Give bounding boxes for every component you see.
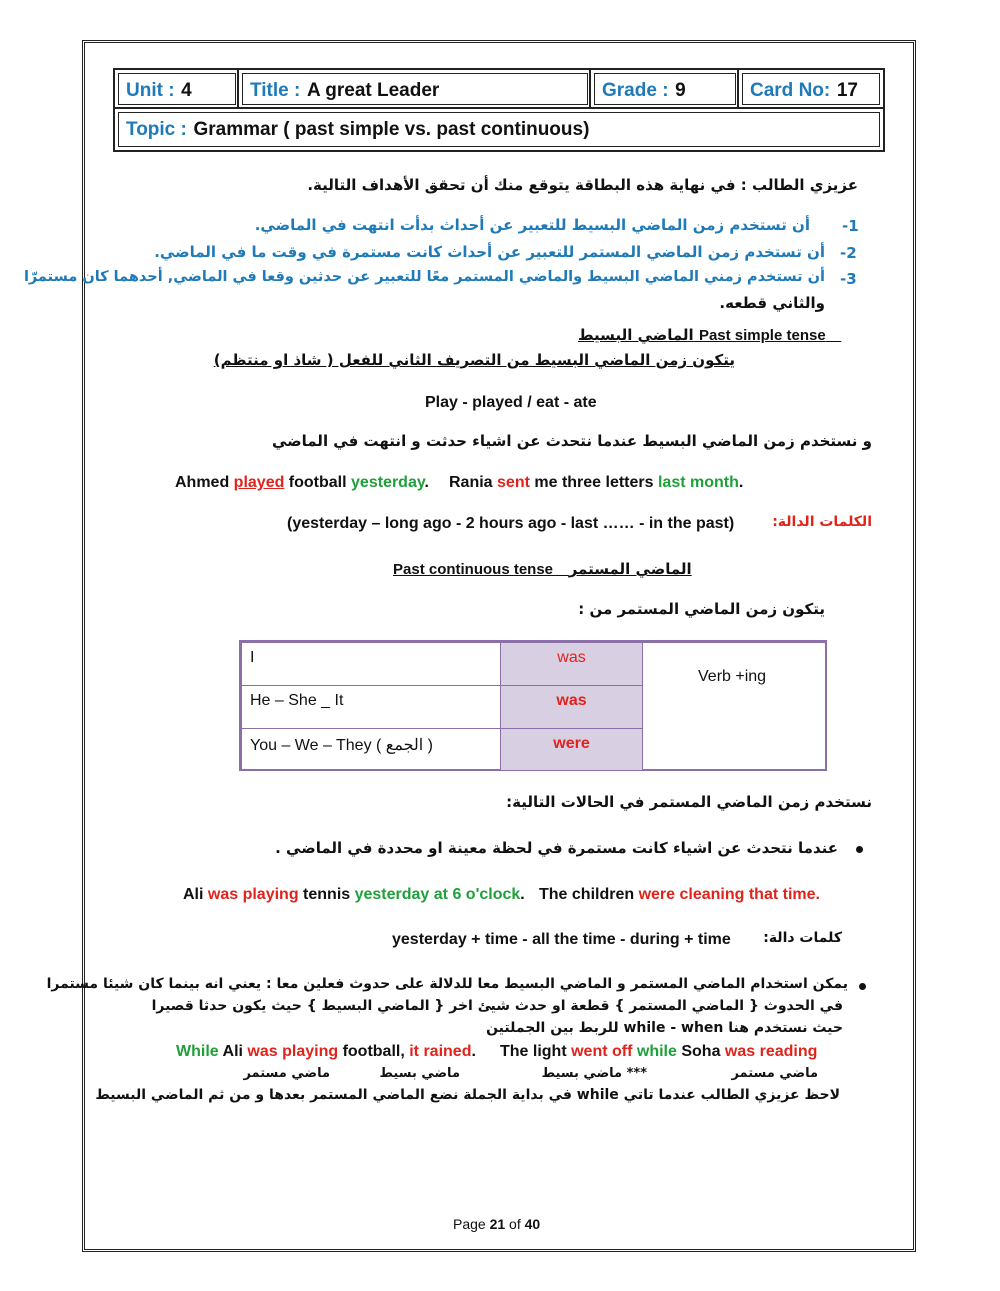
grade-value: 9 [675, 80, 686, 101]
page-current: 21 [489, 1216, 506, 1232]
ex-verb: was reading [724, 1043, 818, 1060]
bullet-1 [856, 846, 863, 853]
table-cell-verb: Verb +ing [642, 642, 827, 771]
ex-time: last month [657, 474, 739, 491]
ex-text: Ahmed [175, 474, 234, 491]
table-cell-subject: I [241, 642, 501, 686]
intro-text: عزيزي الطالب : في نهاية هذه البطاقة يتوقع منك أن تحقق الأهداف التالية. [307, 176, 858, 194]
ex-time: yesterday at 6 o'clock [354, 886, 521, 903]
past-continuous-heading-ar: الماضي المستمر [568, 560, 692, 578]
past-continuous-usage-heading: نستخدم زمن الماضي المستمر في الحالات التالية: [506, 793, 872, 811]
ex-verb: went off [571, 1043, 633, 1060]
ex-text: Soha [676, 1043, 725, 1060]
ex-text: The light [500, 1043, 572, 1060]
title-label: Title : [250, 80, 301, 101]
past-continuous-formation: يتكون زمن الماضي المستمر من : [578, 600, 825, 618]
past-simple-keywords-label: الكلمات الدالة: [772, 514, 872, 530]
card-value: 17 [836, 80, 858, 101]
page-number [453, 1216, 540, 1232]
while-note: لاحظ عزيزي الطالب عندما تاتي while في بداية الجملة نضع الماضي المستمر بعدها و من ثم الماضي البسيط [95, 1087, 840, 1103]
goal-2-number: -2 [840, 244, 857, 262]
ex-text: . [424, 474, 429, 491]
title-value: A great Leader [306, 80, 440, 101]
table-cell-aux: were [500, 728, 643, 771]
past-simple-heading [578, 326, 841, 344]
ex-text: football, [338, 1043, 410, 1060]
ex-text: . [738, 474, 744, 491]
goal-3-text-cont: والثاني قطعه. [719, 294, 825, 312]
grade-label: Grade : [602, 80, 669, 101]
goal-1-text: أن تستخدم زمن الماضي البسيط للتعبير عن أحداث بدأت انتهت في الماضي. [254, 216, 810, 234]
past-simple-example-2 [449, 474, 743, 492]
ex-verb: played [233, 474, 285, 491]
ex-text: tennis [298, 886, 355, 903]
ex-text: Rania [449, 474, 498, 491]
past-continuous-case-1: عندما نتحدث عن اشياء كانت مستمرة في لحظة معينة او محددة في الماضي . [275, 839, 838, 857]
annotation-simple-2: *** ماضي بسيط [541, 1066, 647, 1081]
ex-text: Ali [218, 1043, 248, 1060]
past-simple-usage: و نستخدم زمن الماضي البسيط عندما نتحدث عن اشياء حدثت و انتهت في الماضي [271, 432, 872, 450]
annotation-continuous-1: ماضي مستمر [243, 1066, 330, 1081]
table-cell-aux: was [500, 685, 643, 729]
ex-text: The children [539, 886, 639, 903]
topic-value: Grammar ( past simple vs. past continuous) [193, 119, 590, 140]
ex-verb: sent [497, 474, 530, 491]
case-2-line-1: يمكن استخدام الماضي المستمر و الماضي البسيط معا للدلالة على حدوث فعلين معا : يعني انه بينما كان شيئا مستمرا [46, 976, 848, 992]
page-total: 40 [524, 1216, 541, 1232]
unit-label: Unit : [126, 80, 175, 101]
case-2-line-2: في الحدوث { الماضي المستمر } قطعة او حدث شيئ اخر { الماضي البسيط } حيث يكون حدثا قصيرا [151, 998, 843, 1014]
conjugation-table [239, 640, 827, 771]
ex-text: . [471, 1043, 476, 1060]
page-of: of [505, 1216, 525, 1232]
ex-verb: was playing [247, 1043, 339, 1060]
past-simple-keywords: (yesterday – long ago - 2 hours ago - last …… - in the past) [287, 515, 735, 532]
ex-text: . [815, 886, 820, 903]
combined-example-1 [176, 1043, 476, 1061]
ex-connector: While [176, 1043, 219, 1060]
annotation-simple-1: ماضي بسيط [379, 1066, 460, 1081]
table-cell-aux: was [500, 642, 643, 686]
past-continuous-keywords-label: كلمات دالة: [763, 930, 842, 946]
past-continuous-example-1 [183, 886, 525, 904]
annotation-continuous-2: ماضي مستمر [731, 1066, 818, 1081]
case-2-line-3: حيث نستخدم هنا while - when للربط بين الجملتين [486, 1020, 843, 1036]
combined-example-2 [500, 1043, 817, 1061]
ex-text: . [520, 886, 525, 903]
goal-2-text: أن تستخدم زمن الماضي المستمر للتعبير عن أحداث كانت مستمرة في وقت ما في الماضي. [154, 243, 825, 261]
card-label: Card No: [750, 80, 831, 101]
past-simple-formation: يتكون زمن الماضي البسيط من التصريف الثاني للفعل ( شاذ او منتظم) [213, 351, 735, 369]
table-cell-subject: You – We – They ( الجمع ) [241, 728, 501, 771]
past-simple-heading-ar: الماضي البسيط [578, 326, 694, 344]
page-prefix: Page [453, 1216, 490, 1232]
past-simple-example-1 [175, 474, 429, 492]
bullet-2 [859, 983, 866, 990]
past-simple-heading-en: Past simple tense [698, 327, 826, 344]
ex-connector: while [636, 1043, 677, 1060]
goal-3-number: -3 [840, 270, 857, 288]
grade-cell [589, 68, 741, 110]
goal-3-text: أن تستخدم زمني الماضي البسيط والماضي المستمر معًا للتعبير عن حدثين وقعا في الماضي, أحدهما كان مستمرّا [23, 269, 825, 285]
verb-examples: Play - played / eat - ate [425, 394, 597, 411]
past-continuous-heading-en: Past continuous tense [393, 561, 554, 578]
ex-text: Ali [183, 886, 208, 903]
title-cell [237, 68, 593, 110]
past-continuous-heading [393, 560, 692, 578]
unit-value: 4 [181, 80, 192, 101]
topic-label: Topic : [126, 119, 187, 140]
goal-1-number: -1 [842, 217, 859, 235]
card-cell [737, 68, 885, 110]
ex-verb: it rained [409, 1043, 472, 1060]
table-cell-subject: He – She _ It [241, 685, 501, 729]
ex-verb: were cleaning that time [638, 886, 816, 903]
ex-time: yesterday [351, 474, 425, 491]
ex-text: football [284, 474, 352, 491]
ex-text: me three letters [529, 474, 658, 491]
ex-verb: was playing [207, 886, 299, 903]
past-continuous-example-2 [539, 886, 820, 904]
unit-cell [113, 68, 241, 110]
past-continuous-keywords: yesterday + time - all the time - during + time [392, 931, 731, 948]
topic-cell [113, 107, 885, 152]
